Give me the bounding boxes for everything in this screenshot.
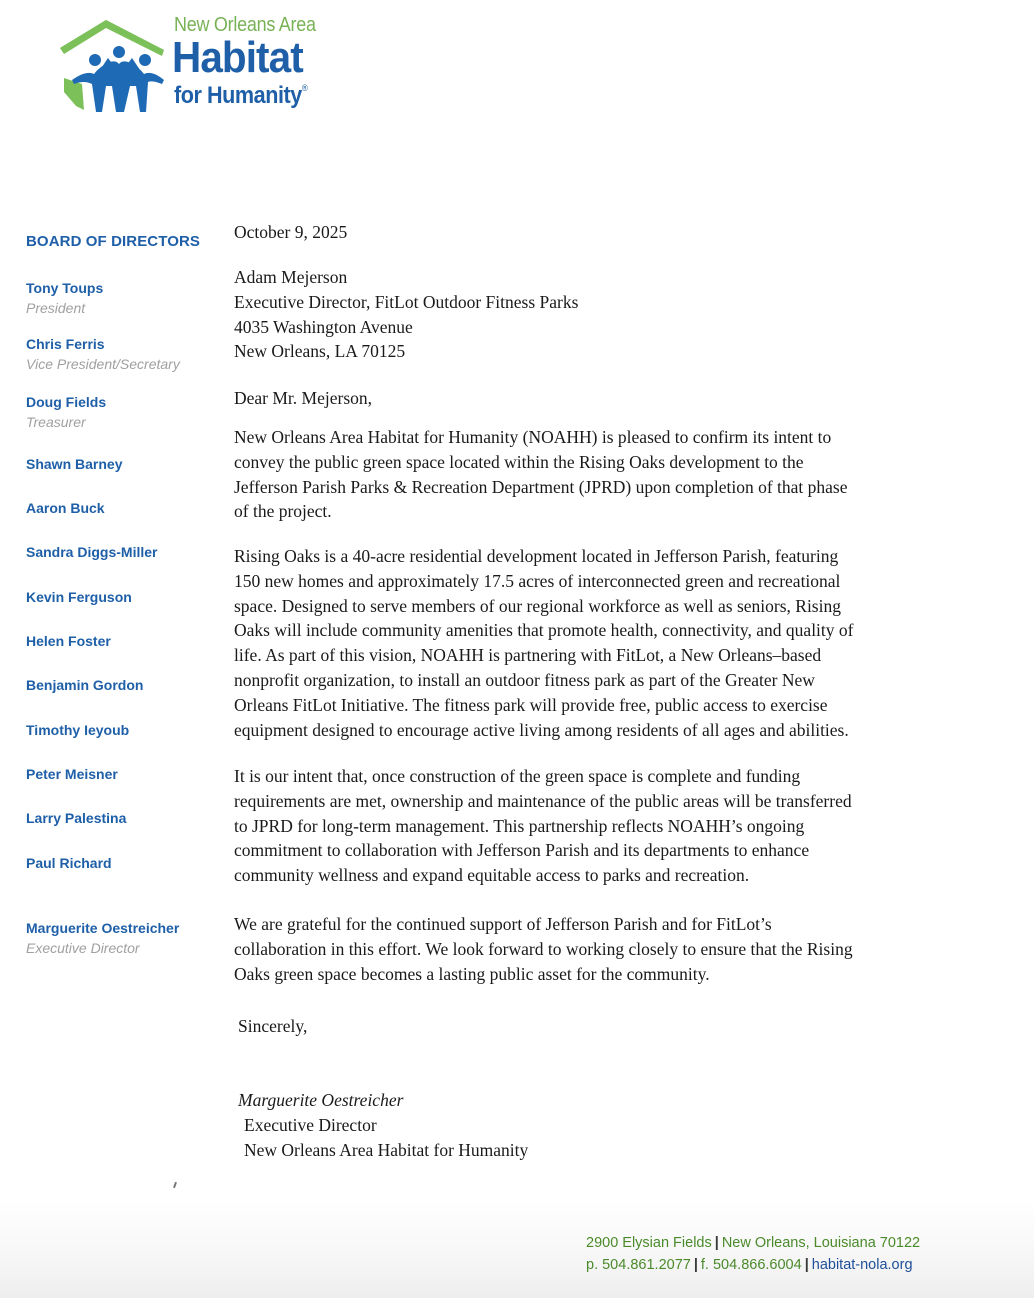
- text-line: of the project.: [234, 501, 332, 522]
- board-member-title: Vice President/Secretary: [26, 356, 180, 372]
- text-line: Rising Oaks is a 40-acre residential development located in Jefferson Parish, featuring: [234, 546, 839, 566]
- board-member: [26, 394, 106, 430]
- letterhead-logo: [56, 14, 356, 114]
- paragraph-transfer: [234, 764, 924, 888]
- footer-address-line: [586, 1232, 920, 1254]
- board-member-title: Executive Director: [26, 940, 140, 956]
- board-member-title: President: [26, 300, 86, 316]
- text-line: requirements are met, ownership and maintenance of the public areas will be transferred: [234, 790, 852, 811]
- board-member-title: Treasurer: [26, 414, 86, 430]
- logo-org-line3: [174, 84, 307, 108]
- board-member-name: Kevin Ferguson: [26, 589, 132, 605]
- board-member-name: Doug Fields: [26, 394, 107, 410]
- logo-org-line2: Habitat: [172, 33, 303, 82]
- recipient-street: 4035 Washington Avenue: [234, 316, 413, 337]
- signature-name: Marguerite Oestreicher: [238, 1090, 404, 1110]
- board-member: [26, 766, 118, 782]
- recipient-address: [234, 265, 578, 364]
- paragraph-gratitude: [234, 912, 924, 986]
- footer-phone: p. 504.861.2077: [586, 1257, 691, 1273]
- board-member: [26, 336, 180, 372]
- board-member: [26, 677, 143, 693]
- recipient-city: New Orleans, LA 70125: [234, 341, 406, 362]
- text-line: nonprofit organization, to install an outdoor fitness park as part of the Greater New: [234, 669, 815, 690]
- board-member: [26, 722, 129, 738]
- text-line: New Orleans Area Habitat for Humanity (NOAHH) is pleased to confirm its intent to: [234, 427, 832, 447]
- text-line: Jefferson Parish Parks & Recreation Department (JPRD) upon completion of that phase: [234, 476, 848, 497]
- footer-separator: |: [804, 1257, 809, 1273]
- recipient-name: Adam Mejerson: [234, 267, 348, 287]
- scan-mark: [173, 1182, 177, 1188]
- text-line: collaboration in this effort. We look forward to working closely to ensure that the Rising: [234, 938, 853, 959]
- board-member-name: Marguerite Oestreicher: [26, 920, 180, 936]
- signature-title: Executive Director: [244, 1114, 377, 1135]
- board-member-name: Tony Toups: [26, 280, 104, 296]
- board-member-name: Aaron Buck: [26, 500, 105, 516]
- salutation: Dear Mr. Mejerson,: [234, 388, 373, 408]
- board-heading: BOARD OF DIRECTORS: [26, 233, 201, 250]
- footer-contact-line: [586, 1254, 920, 1276]
- text-line: 150 new homes and approximately 17.5 acres of interconnected green and recreational: [234, 570, 841, 591]
- text-line: We are grateful for the continued support of Jefferson Parish and for FitLot’s: [234, 914, 772, 934]
- board-of-directors-sidebar: [26, 233, 226, 956]
- board-member-name: Sandra Diggs-Miller: [26, 544, 158, 560]
- board-member: [26, 633, 111, 649]
- board-member: [26, 544, 157, 560]
- logo-org-line1: New Orleans Area: [174, 14, 316, 36]
- board-member: [26, 920, 179, 956]
- board-member: [26, 280, 103, 316]
- text-line: It is our intent that, once construction of the green space is complete and funding: [234, 766, 801, 786]
- footer-separator: |: [714, 1235, 719, 1251]
- signature-block: [238, 1088, 528, 1162]
- board-member-name: Chris Ferris: [26, 336, 105, 352]
- text-line: space. Designed to serve members of our regional workforce as well as seniors, Rising: [234, 595, 841, 616]
- text-line: community wellness and expand equitable access to parks and recreation.: [234, 865, 750, 886]
- closing: Sincerely,: [238, 1016, 308, 1036]
- footer-separator: |: [693, 1257, 698, 1273]
- text-line: Oaks will include community amenities that promote health, connectivity, and quality of: [234, 620, 854, 641]
- letterhead-footer: [586, 1232, 920, 1276]
- footer-city: New Orleans, Louisiana 70122: [721, 1235, 921, 1251]
- text-line: life. As part of this vision, NOAHH is partnering with FitLot, a New Orleans–based: [234, 645, 822, 666]
- footer-address: 2900 Elysian Fields: [586, 1235, 712, 1251]
- recipient-title: Executive Director, FitLot Outdoor Fitness Parks: [234, 291, 579, 312]
- paragraph-intent: [234, 425, 924, 524]
- board-member-name: Larry Palestina: [26, 810, 127, 826]
- board-member-name: Paul Richard: [26, 855, 112, 871]
- signature-organization: New Orleans Area Habitat for Humanity: [244, 1139, 529, 1160]
- board-member-name: Shawn Barney: [26, 456, 123, 472]
- board-member: [26, 500, 105, 516]
- board-member: [26, 456, 122, 472]
- board-member-name: Helen Foster: [26, 633, 111, 649]
- text-line: Oaks green space becomes a lasting public asset for the community.: [234, 963, 710, 984]
- text-line: equipment designed to encourage active living among residents of all ages and abilities.: [234, 719, 849, 740]
- footer-website-link[interactable]: habitat-nola.org: [811, 1257, 913, 1273]
- board-member-name: Timothy Ieyoub: [26, 722, 130, 738]
- logo-org-line3-text: for Humanity: [174, 82, 302, 109]
- text-line: convey the public green space located within the Rising Oaks development to the: [234, 451, 804, 472]
- letter-date: October 9, 2025: [234, 222, 348, 242]
- board-member-name: Peter Meisner: [26, 766, 118, 782]
- board-member: [26, 855, 112, 871]
- paragraph-rising-oaks: [234, 544, 924, 742]
- footer-fax: f. 504.866.6004: [700, 1257, 802, 1273]
- board-member-name: Benjamin Gordon: [26, 677, 144, 693]
- habitat-house-people-icon: [56, 14, 168, 114]
- text-line: Orleans FitLot Initiative. The fitness park will provide free, public access to exercise: [234, 694, 828, 715]
- text-line: commitment to collaboration with Jefferson Parish and its departments to enhance: [234, 840, 810, 861]
- text-line: to JPRD for long-term management. This partnership reflects NOAHH’s ongoing: [234, 815, 805, 836]
- board-member: [26, 810, 126, 826]
- board-member: [26, 589, 132, 605]
- registered-mark: ®: [301, 83, 308, 93]
